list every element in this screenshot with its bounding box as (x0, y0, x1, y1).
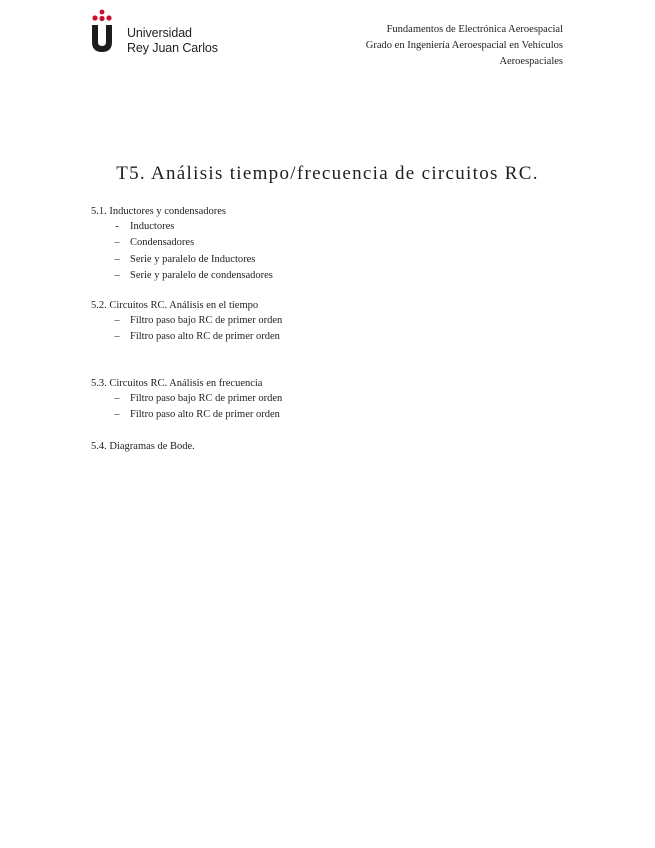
course-line-2: Grado en Ingeniería Aeroespacial en Vehículos (365, 40, 563, 51)
course-line-3: Aeroespaciales (499, 56, 563, 67)
bullet-dash: – (114, 393, 120, 404)
section-5-1 (91, 204, 571, 284)
bullet-dash: – (114, 331, 120, 343)
course-header (366, 22, 563, 70)
list-item (91, 268, 571, 284)
course-line-1: Fundamentos de Electrónica Aeroespacial (386, 24, 563, 35)
list-item (91, 252, 571, 268)
list-item-text: Filtro paso bajo RC de primer orden (130, 393, 283, 404)
section-heading: 5.4. Diagramas de Bode. (91, 441, 195, 452)
list-item-text: Serie y paralelo de condensadores (130, 269, 273, 281)
list-item (91, 313, 571, 329)
list-item-text: Filtro paso alto RC de primer orden (130, 409, 280, 421)
bullet-dash: – (114, 409, 120, 421)
section-5-4 (91, 439, 571, 454)
section-heading: 5.3. Circuitos RC. Análisis en frecuencia (91, 378, 263, 389)
university-name (127, 26, 218, 55)
urjc-logo-icon (90, 9, 114, 53)
subtopic-list (91, 219, 571, 284)
list-item (91, 391, 571, 407)
university-name-line2: Rey Juan Carlos (127, 40, 218, 55)
university-name-line1: Universidad (127, 26, 192, 40)
list-item-text: Inductores (130, 221, 175, 232)
list-item (91, 407, 571, 423)
bullet-dash: – (114, 253, 120, 265)
list-item-text: Condensadores (130, 237, 195, 249)
list-item (91, 235, 571, 251)
list-item-text: Serie y paralelo de Inductores (130, 253, 256, 265)
list-item-text: Filtro paso alto RC de primer orden (130, 331, 280, 343)
section-heading: 5.1. Inductores y condensadores (91, 206, 227, 217)
list-item-text: Filtro paso bajo RC de primer orden (130, 315, 283, 326)
section-5-2 (91, 298, 571, 346)
section-5-3 (91, 376, 571, 424)
page-title: T5. Análisis tiempo/frecuencia de circuitos RC. (116, 163, 539, 184)
bullet-dash: – (114, 237, 120, 249)
list-item (91, 219, 571, 235)
university-logo (90, 9, 220, 53)
subtopic-list (91, 391, 571, 424)
bullet-dash: – (114, 269, 120, 281)
bullet-dash: – (114, 315, 120, 326)
subtopic-list (91, 313, 571, 346)
list-item (91, 329, 571, 345)
bullet-dash: - (115, 221, 119, 232)
section-heading: 5.2. Circuitos RC. Análisis en el tiempo (91, 300, 259, 311)
